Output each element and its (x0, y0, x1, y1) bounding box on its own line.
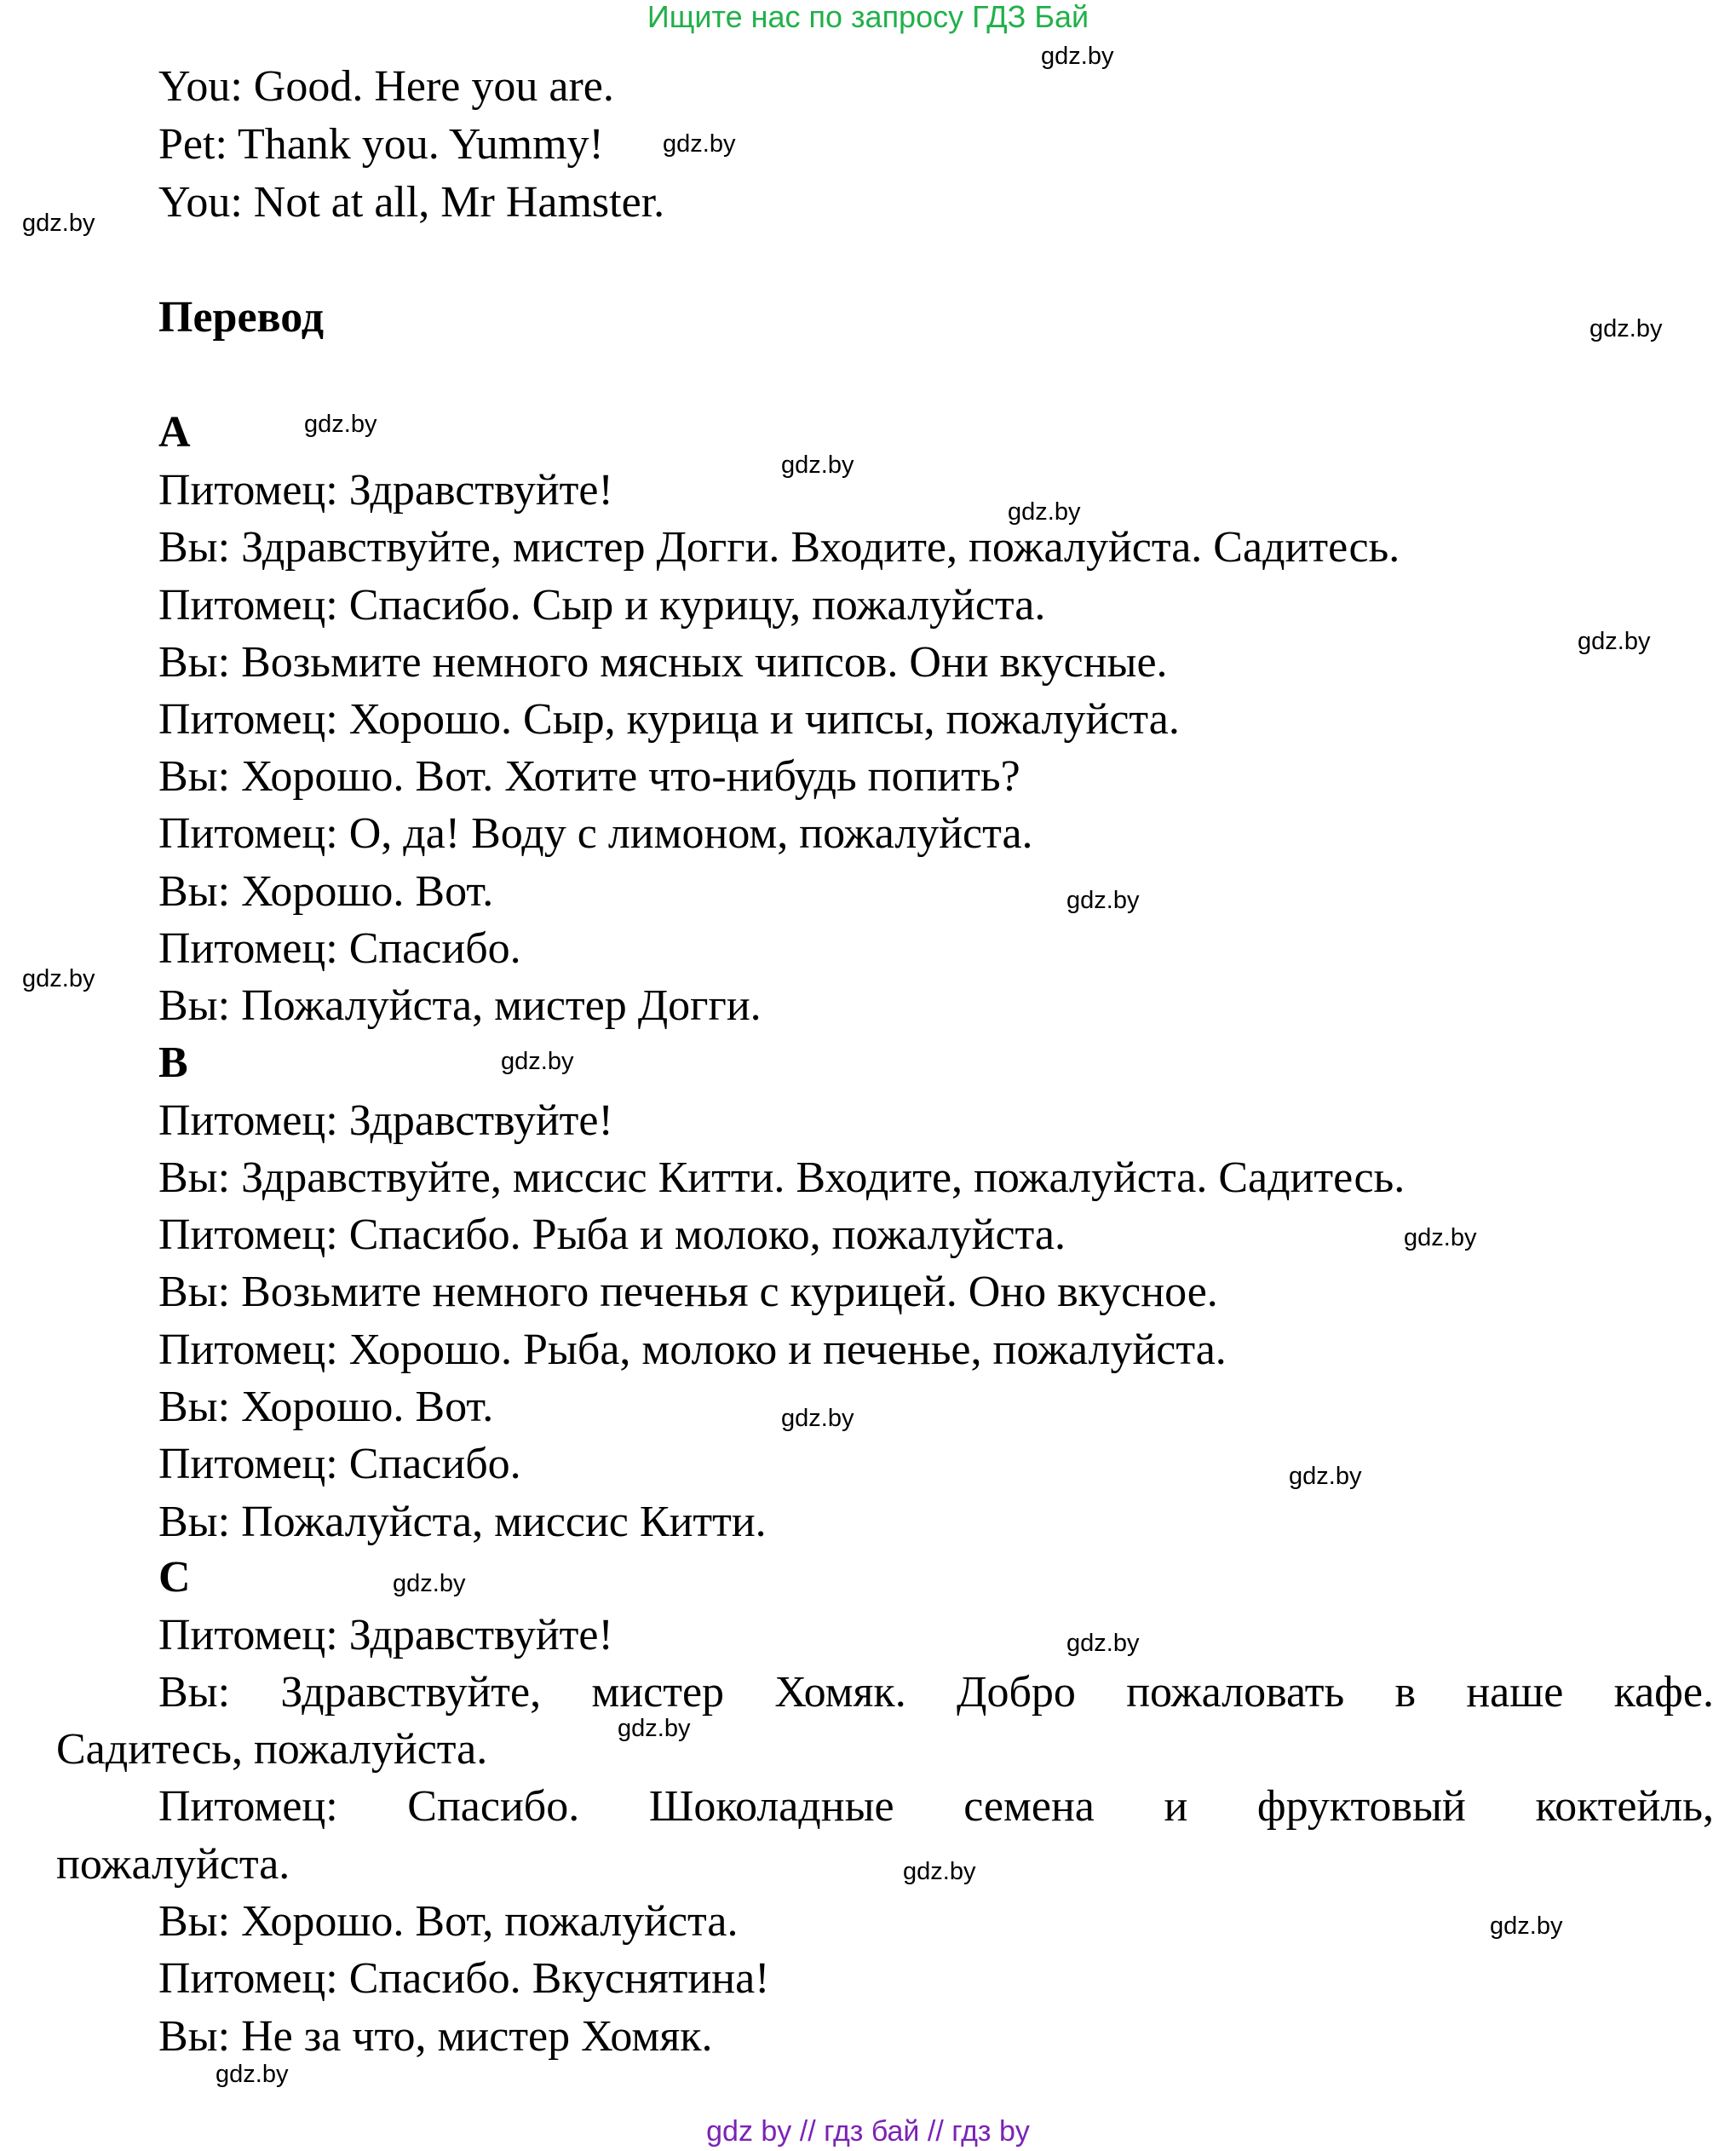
watermark: gdz.by (1041, 43, 1114, 70)
section-label-a: A (158, 408, 191, 457)
dialogue-line: Питомец: Здравствуйте! (158, 1096, 613, 1145)
word: мистер (591, 1668, 725, 1717)
watermark: gdz.by (781, 451, 854, 479)
section-label-c: C (158, 1553, 191, 1602)
dialogue-line: Питомец: Спасибо. Вкуснятина! (158, 1954, 770, 2003)
word: Шоколадные (648, 1782, 894, 1831)
watermark: gdz.by (903, 1858, 976, 1885)
dialogue-line: Питомец: Спасибо. (158, 924, 521, 973)
dialogue-line: Питомец: Здравствуйте! (158, 466, 613, 515)
watermark: gdz.by (1066, 1630, 1140, 1657)
section-label-b: B (158, 1038, 188, 1087)
word: семена (963, 1782, 1095, 1831)
dialogue-line: Вы: Не за что, мистер Хомяк. (158, 2012, 713, 2061)
dialogue-line: Вы: Хорошо. Вот. (158, 1383, 494, 1431)
dialogue-line: Вы: Хорошо. Вот, пожалуйста. (158, 1897, 739, 1946)
word: Питомец: (158, 1782, 338, 1831)
dialogue-line: Питомец: Спасибо. (158, 1440, 521, 1488)
dialogue-line: Вы: Возьмите немного мясных чипсов. Они вкусные. (158, 638, 1168, 687)
dialogue-line-justified (158, 1667, 1714, 1718)
word: наше (1466, 1668, 1564, 1717)
watermark: gdz.by (781, 1405, 854, 1432)
watermark: gdz.by (22, 965, 95, 992)
watermark: gdz.by (304, 411, 377, 438)
dialogue-line-continuation: пожалуйста. (56, 1840, 290, 1889)
dialogue-line: Питомец: Спасибо. Сыр и курицу, пожалуйста. (158, 581, 1046, 630)
watermark: gdz.by (216, 2061, 289, 2088)
watermark: gdz.by (501, 1048, 574, 1075)
word: и (1164, 1782, 1188, 1831)
word: в (1394, 1668, 1417, 1717)
site-footer-links[interactable]: gdz by // гдз бай // гдз by (706, 2115, 1030, 2148)
dialogue-line: Питомец: Здравствуйте! (158, 1611, 613, 1659)
watermark: gdz.by (663, 130, 736, 158)
dialogue-line-continuation: Садитесь, пожалуйста. (56, 1725, 488, 1774)
dialogue-line: Вы: Пожалуйста, миссис Китти. (158, 1498, 767, 1546)
word: Здравствуйте, (280, 1668, 542, 1717)
dialogue-line: You: Not at all, Mr Hamster. (158, 178, 665, 227)
dialogue-line-justified (158, 1781, 1714, 1832)
dialogue-line: Питомец: Спасибо. Рыба и молоко, пожалуйста. (158, 1211, 1066, 1259)
watermark: gdz.by (1404, 1224, 1477, 1251)
site-banner: Ищите нас по запросу ГДЗ Бай (647, 0, 1089, 34)
word: кафе. (1613, 1668, 1714, 1717)
dialogue-line: Вы: Возьмите немного печенья с курицей. Оно вкусное. (158, 1268, 1218, 1316)
dialogue-line: Питомец: Хорошо. Сыр, курица и чипсы, пожалуйста. (158, 695, 1180, 744)
word: Хомяк. (774, 1668, 906, 1717)
word: Добро (956, 1668, 1076, 1717)
watermark: gdz.by (1289, 1463, 1362, 1490)
dialogue-line: Вы: Хорошо. Вот. (158, 867, 494, 916)
watermark: gdz.by (1008, 498, 1081, 526)
dialogue-line: Питомец: О, да! Воду с лимоном, пожалуйста. (158, 809, 1033, 858)
dialogue-line: Вы: Здравствуйте, миссис Китти. Входите, пожалуйста. Садитесь. (158, 1153, 1405, 1202)
dialogue-line: You: Good. Here you are. (158, 62, 614, 111)
watermark: gdz.by (618, 1715, 691, 1742)
dialogue-line: Вы: Хорошо. Вот. Хотите что-нибудь попить? (158, 752, 1020, 801)
word: Вы: (158, 1668, 231, 1717)
watermark: gdz.by (22, 210, 95, 237)
word: фруктовый (1256, 1782, 1466, 1831)
dialogue-line: Вы: Здравствуйте, мистер Догги. Входите, пожалуйста. Садитесь. (158, 523, 1400, 572)
watermark: gdz.by (1589, 315, 1663, 342)
dialogue-line: Вы: Пожалуйста, мистер Догги. (158, 981, 762, 1030)
watermark: gdz.by (1578, 628, 1651, 655)
dialogue-line: Питомец: Хорошо. Рыба, молоко и печенье, пожалуйста. (158, 1326, 1227, 1374)
dialogue-line: Pet: Thank you. Yummy! (158, 120, 604, 169)
word: пожаловать (1126, 1668, 1345, 1717)
watermark: gdz.by (1490, 1912, 1563, 1940)
watermark: gdz.by (1066, 887, 1140, 914)
word: Спасибо. (407, 1782, 580, 1831)
word: коктейль, (1535, 1782, 1714, 1831)
translation-heading: Перевод (158, 293, 325, 342)
watermark: gdz.by (393, 1570, 466, 1597)
